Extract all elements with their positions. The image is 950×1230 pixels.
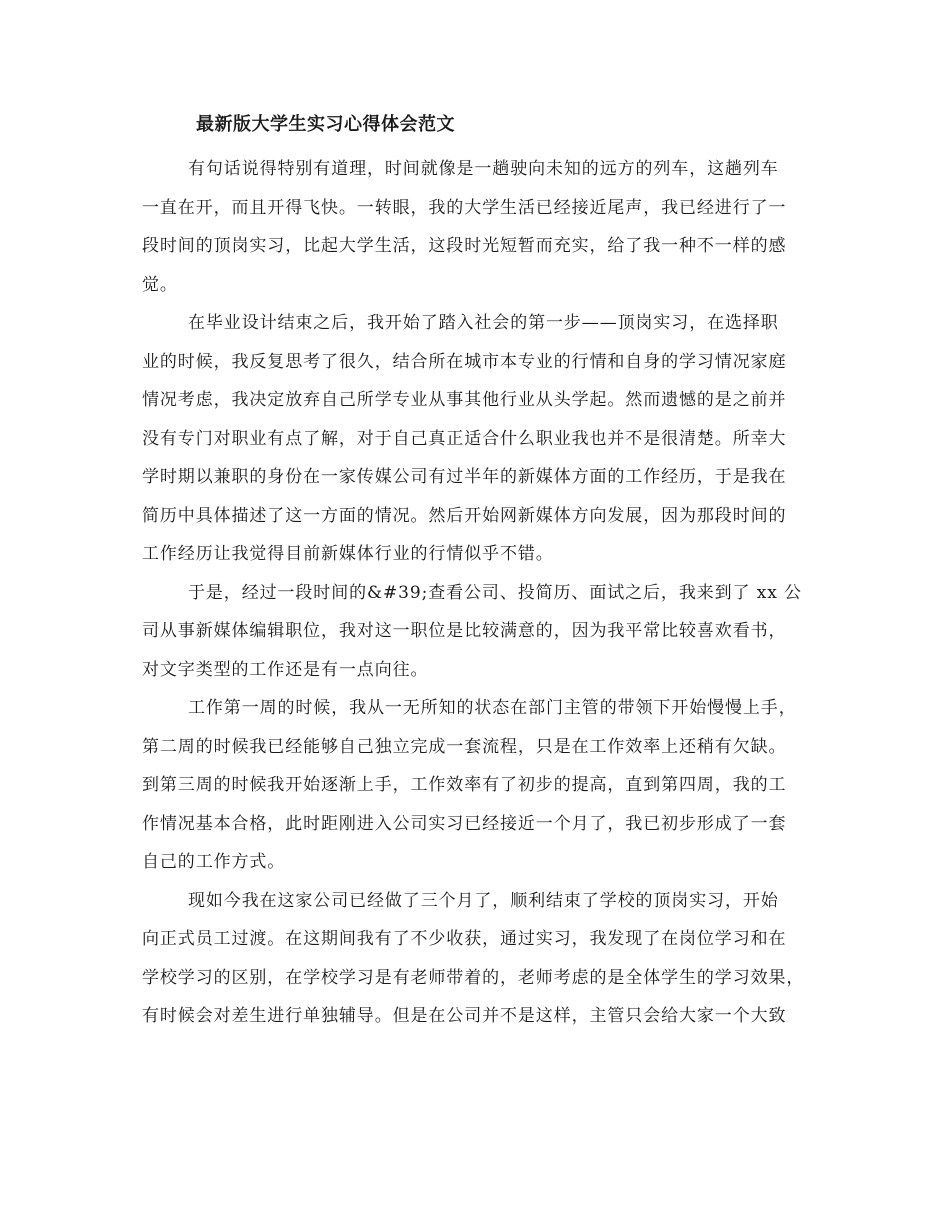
document-title: 最新版大学生实习心得体会范文 (196, 114, 455, 135)
paragraph-line: 简历中具体描述了这一方面的情况。然后开始网新媒体方向发展，因为那段时间的 (142, 505, 787, 526)
paragraph-line: 第二周的时候我已经能够自己独立完成一套流程，只是在工作效率上还稍有欠缺。 (142, 736, 787, 757)
paragraph-line: 现如今我在这家公司已经做了三个月了，顺利结束了学校的顶岗实习，开始 (188, 890, 779, 911)
paragraph-line: 有句话说得特别有道理，时间就像是一趟驶向未知的远方的列车，这趟列车 (188, 159, 779, 179)
paragraph-line: 工作经历让我觉得目前新媒体行业的行情似乎不错。 (142, 544, 554, 564)
paragraph-line: 没有专门对职业有点了解，对于自己真正适合什么职业我也并不是很清楚。所幸大 (142, 428, 787, 449)
document-body (142, 150, 822, 1036)
paragraph-line: 作情况基本合格，此时距刚进入公司实习已经接近一个月了，我已初步形成了一套 (142, 813, 787, 834)
paragraph-line: 工作第一周的时候，我从一无所知的状态在部门主管的带领下开始慢慢上手， (188, 698, 797, 718)
paragraph-line: 对文字类型的工作还是有一点向往。 (142, 659, 429, 680)
paragraph-line: 学时期以兼职的身份在一家传媒公司有过半年的新媒体方面的工作经历，于是我在 (142, 467, 787, 487)
paragraph-line: 自己的工作方式。 (142, 852, 286, 872)
paragraph-line: 业的时候，我反复思考了很久，结合所在城市本专业的行情和自身的学习情况家庭 (142, 351, 787, 372)
paragraph-line: 一直在开，而且开得飞快。一转眼，我的大学生活已经接近尾声，我已经进行了一 (142, 197, 787, 218)
paragraph-line: 于是，经过一段时间的&#39;查看公司、投简历、面试之后，我来到了 xx 公 (188, 582, 802, 603)
paragraph-line: 司从事新媒体编辑职位，我对这一职位是比较满意的，因为我平常比较喜欢看书， (142, 621, 787, 641)
paragraph-line: 觉。 (142, 274, 178, 295)
paragraph-line: 情况考虑，我决定放弃自己所学专业从事其他行业从头学起。然而遗憾的是之前并 (142, 390, 787, 410)
paragraph-line: 到第三周的时候我开始逐渐上手，工作效率有了初步的提高，直到第四周，我的工 (142, 775, 787, 795)
paragraph-line: 向正式员工过渡。在这期间我有了不少收获，通过实习，我发现了在岗位学习和在 (142, 929, 787, 949)
paragraph-line: 段时间的顶岗实习，比起大学生活，这段时光短暂而充实，给了我一种不一样的感 (142, 236, 787, 256)
paragraph-line: 学校学习的区别，在学校学习是有老师带着的，老师考虑的是全体学生的学习效果， (142, 967, 805, 988)
paragraph-line: 有时候会对差生进行单独辅导。但是在公司并不是这样，主管只会给大家一个大致 (142, 1006, 787, 1026)
paragraph-line: 在毕业设计结束之后，我开始了踏入社会的第一步——顶岗实习，在选择职 (188, 313, 779, 333)
